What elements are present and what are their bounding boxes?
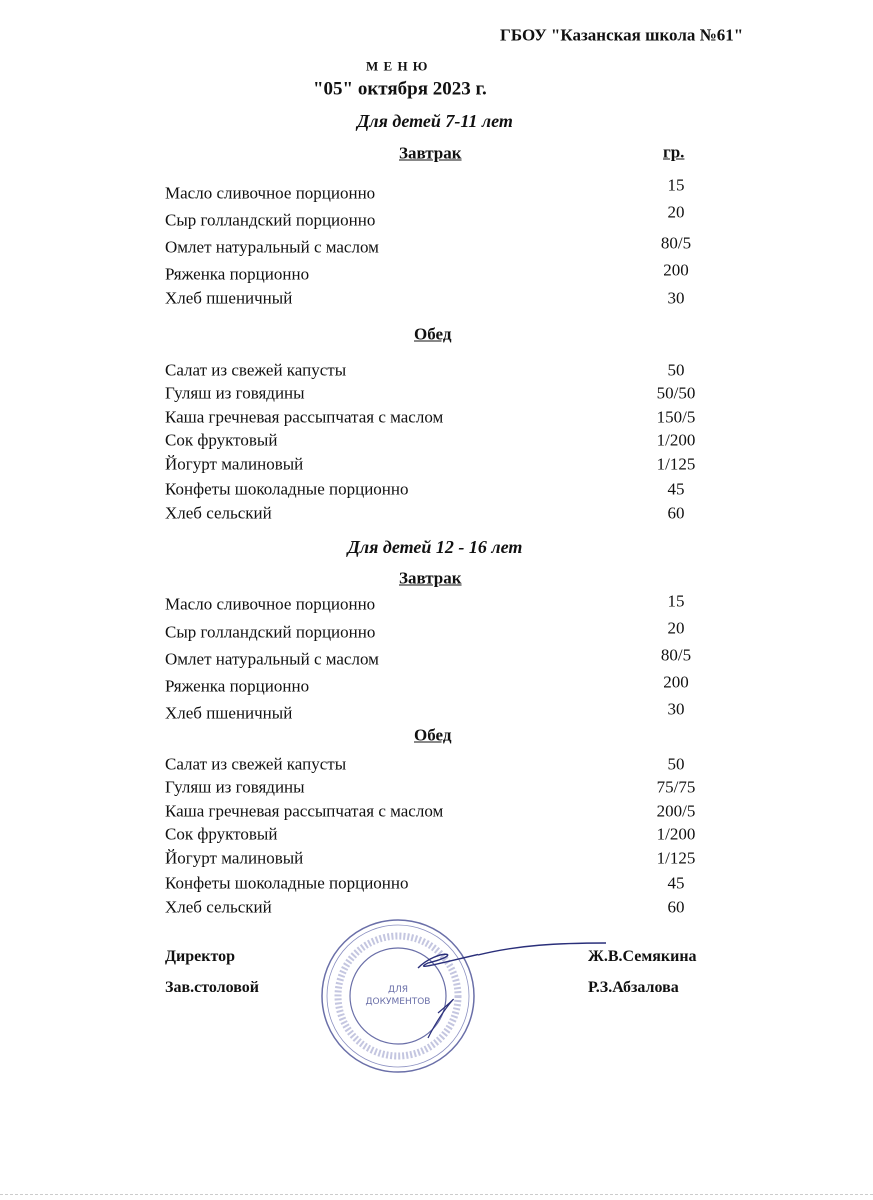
menu-item-name: Гуляш из говядины [165,777,305,797]
menu-item-quantity: 60 [667,503,685,523]
signature-scribble [478,935,608,965]
menu-item-name: Омлет натуральный с маслом [165,649,379,669]
menu-item-name: Хлеб пшеничный [165,703,293,723]
menu-item-name: Хлеб сельский [165,503,272,523]
menu-item-quantity: 50 [667,754,685,774]
menu-item-name: Конфеты шоколадные порционно [165,873,409,893]
menu-item-name: Гуляш из говядины [165,383,305,403]
menu-item-quantity: 20 [667,202,685,222]
menu-date: "05" октября 2023 г. [313,78,487,100]
svg-text:ДОКУМЕНТОВ: ДОКУМЕНТОВ [365,997,431,1007]
menu-item-name: Хлеб пшеничный [165,288,293,308]
menu-item-quantity: 150/5 [656,407,696,427]
menu-item-quantity: 1/125 [656,454,696,474]
menu-item-quantity: 30 [667,288,685,308]
page-edge [0,1194,873,1195]
menu-item-quantity: 50 [667,360,685,380]
signature-role: Директор [165,948,235,965]
menu-item-name: Сыр голландский порционно [165,210,376,230]
meal-heading: Обед [414,324,452,344]
menu-title: М Е Н Ю [366,58,429,74]
menu-item-quantity: 50/50 [656,383,696,403]
menu-item-quantity: 15 [667,175,685,195]
signature-role: Зав.столовой [165,979,259,996]
menu-item-name: Сок фруктовый [165,430,278,450]
menu-item-quantity: 1/200 [656,824,696,844]
menu-item-quantity: 80/5 [660,233,692,253]
menu-item-quantity: 80/5 [660,645,692,665]
official-stamp [318,918,478,1078]
menu-item-quantity: 20 [667,618,685,638]
menu-item-quantity: 30 [667,699,685,719]
menu-item-quantity: 75/75 [656,777,696,797]
age-group-heading: Для детей 7-11 лет [357,111,513,131]
menu-item-name: Омлет натуральный с маслом [165,237,379,257]
menu-item-quantity: 200 [663,260,689,280]
menu-item-quantity: 200/5 [656,801,696,821]
menu-item-name: Масло сливочное порционно [165,594,376,614]
units-header: гр. [663,142,685,162]
menu-item-quantity: 1/125 [656,848,696,868]
menu-item-name: Йогурт малиновый [165,454,304,474]
menu-item-quantity: 1/200 [656,430,696,450]
menu-item-name: Йогурт малиновый [165,848,304,868]
menu-item-name: Ряженка порционно [165,676,310,696]
menu-item-quantity: 45 [667,873,685,893]
menu-item-name: Каша гречневая рассыпчатая с маслом [165,407,444,427]
menu-item-quantity: 15 [667,591,685,611]
meal-heading: Обед [414,725,452,745]
meal-heading: Завтрак [399,143,462,163]
age-group-heading: Для детей 12 - 16 лет [347,537,523,557]
signature-person: Ж.В.Семякина [588,948,697,965]
menu-item-name: Конфеты шоколадные порционно [165,479,409,499]
menu-item-name: Масло сливочное порционно [165,183,376,203]
menu-item-quantity: 60 [667,897,685,917]
menu-item-quantity: 200 [663,672,689,692]
menu-item-name: Салат из свежей капусты [165,754,347,774]
meal-heading: Завтрак [399,568,462,588]
menu-item-name: Ряженка порционно [165,264,310,284]
organization-name: ГБОУ "Казанская школа №61" [500,25,744,45]
menu-item-name: Салат из свежей капусты [165,360,347,380]
menu-item-name: Сок фруктовый [165,824,278,844]
menu-item-quantity: 45 [667,479,685,499]
menu-item-name: Каша гречневая рассыпчатая с маслом [165,801,444,821]
svg-text:ДЛЯ: ДЛЯ [387,985,409,995]
menu-item-name: Хлеб сельский [165,897,272,917]
signature-person: Р.З.Абзалова [588,979,679,996]
menu-item-name: Сыр голландский порционно [165,622,376,642]
